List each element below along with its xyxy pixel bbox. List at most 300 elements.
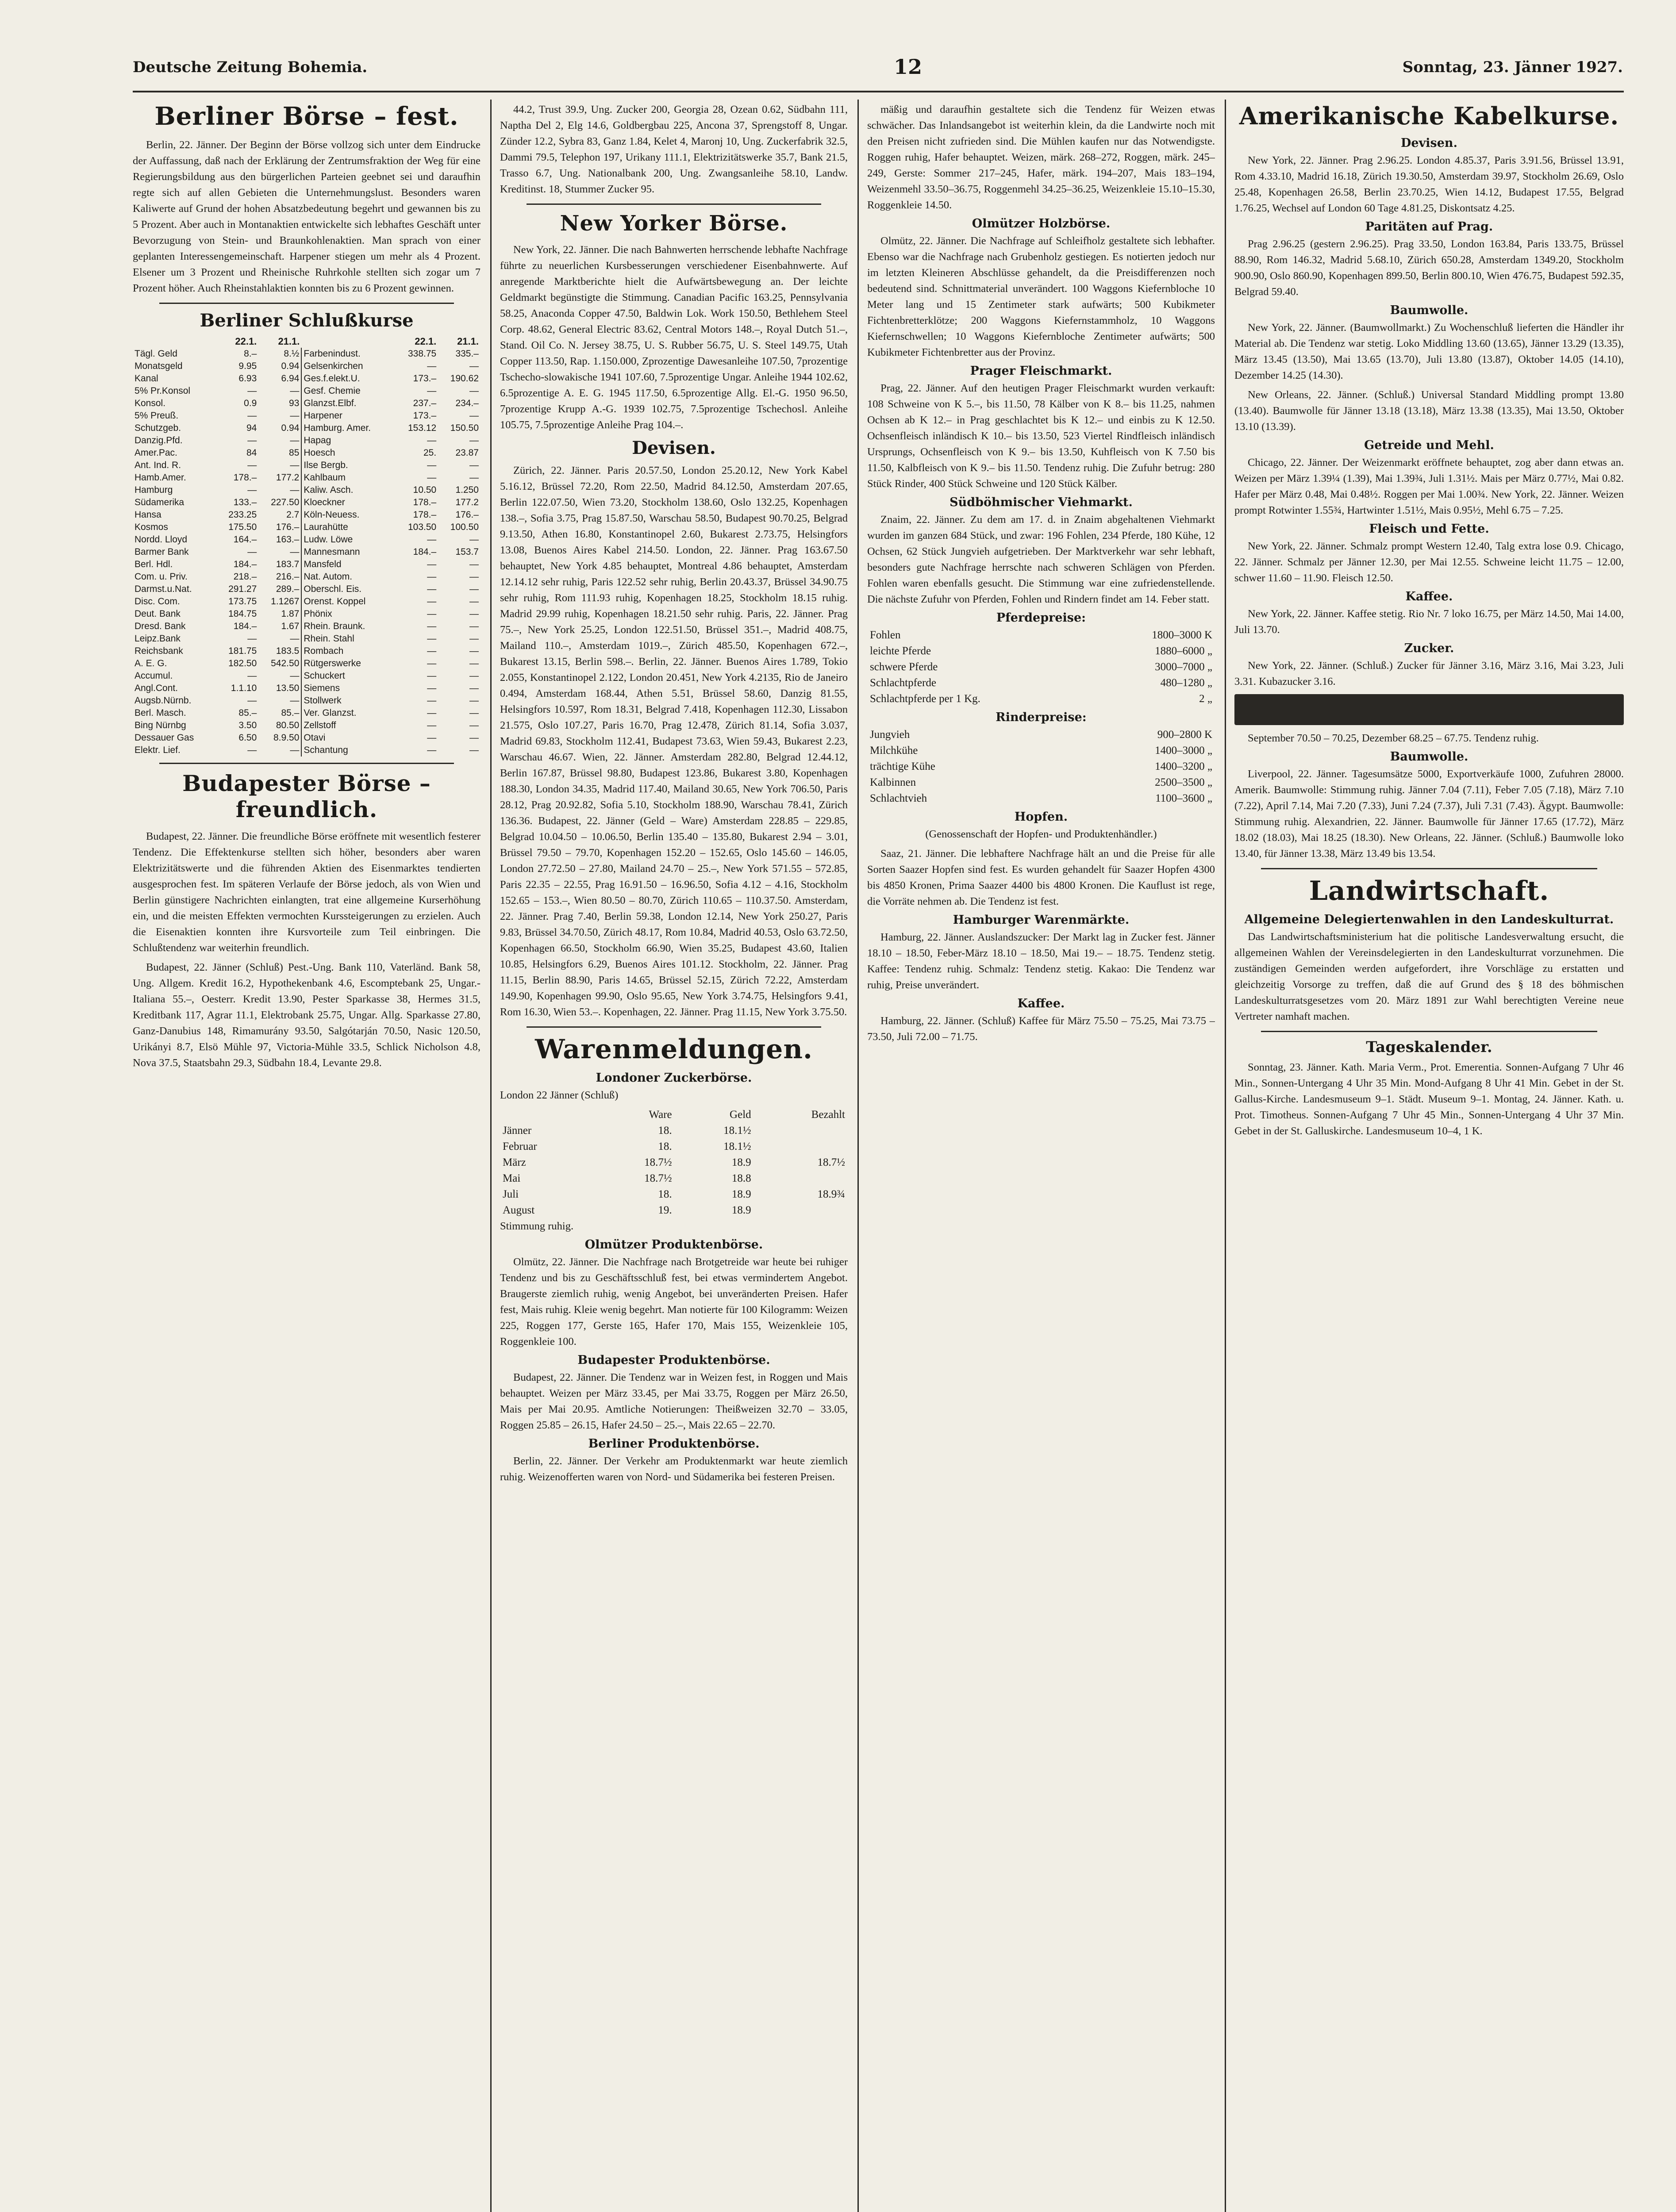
quote-row-cell: 163.– [276, 534, 300, 545]
quote-row-cell: Siemens [301, 682, 396, 695]
holz-text: Olmütz, 22. Jänner. Die Nachfrage auf Schleifholz gestaltete sich lebhafter. Ebenso war die Nachfrage nach Grubenholz gestiegen. Es notierten jedoch nur im letzten Kleineren Abschlüsse gehandelt, da die Preisdifferenzen noch bedeutend sind. Schnittmaterial unverändert. 100 Waggons Kiefernbloche 10 Meter lang und 15 Zentimeter stark aufwärts; 500 Kubikmeter Fichtenbretterklötze; 200 Waggons Kiefernstammholz, 10 Waggons Kiefernschwellen; 10 Waggons Kiefernbloche Zentimeter aufwärts; 500 Kubikmeter Fichtenbretter aus der Provinz. [867, 235, 1215, 358]
quote-row-cell: — [427, 695, 437, 706]
quote-row-cell: 177.2 [276, 472, 300, 483]
quote-row-cell: — [427, 534, 437, 545]
quote-row-cell: Leipz.Bank [135, 634, 181, 644]
quote-row-cell: 9.95 [238, 361, 257, 371]
quote-row-cell: 1.1267 [271, 596, 300, 607]
quote-row [133, 670, 481, 682]
zucker-col: Ware [649, 1109, 672, 1121]
quote-row-cell: Mansfeld [301, 558, 396, 571]
quote-row-cell: — [427, 720, 437, 730]
rinder-row-cell: Jungvieh [870, 729, 910, 741]
quotes-header-row [133, 335, 481, 348]
rinder-row-cell: 1100–3600 „ [1155, 792, 1212, 804]
quote-row-cell: 176.– [276, 522, 300, 532]
paritaeten-title: Paritäten auf Prag. [1365, 220, 1493, 234]
hopfen-subtitle: (Genossenschaft der Hopfen- und Produktenhändler.) [925, 828, 1157, 840]
olmuetz-produkten-text: Olmütz, 22. Jänner. Die Nachfrage nach Brotgetreide war heute bei ruhiger Tendenz und bis zu Geschäftsschluß fest, bei etwas vermindertem Angebot. Braugerste ziemlich ruhig, wenig Angebot, bei unveränderten Preisen. Hafer fest, Mais ruhig. Kleie wenig begehrt. Man notierte für 100 Kilogramm: Weizen 225, Roggen 177, Gerste 165, Hafer 170, Mais 155, Weizenkleie 105, Roggenkleie 100. [500, 1256, 848, 1348]
quote-row-cell: Köln-Neuess. [301, 509, 396, 521]
quote-row-cell: — [427, 559, 437, 569]
landwirtschaft-title: Landwirtschaft. [1309, 876, 1549, 906]
quote-row-cell: Zellstoff [301, 719, 396, 732]
quote-row-cell: — [469, 584, 479, 594]
quote-row [133, 348, 481, 360]
rinder-table [867, 727, 1215, 806]
quote-row-cell: 6.94 [281, 373, 300, 384]
zucker-row-cell: 18.7½ [817, 1156, 845, 1168]
quote-row-cell: Ilse Bergb. [301, 459, 396, 472]
zucker-header-row [500, 1107, 848, 1123]
quote-row-cell: Kaliw. Asch. [301, 484, 396, 496]
quote-row-cell: 85 [289, 448, 300, 458]
quote-row-cell: — [427, 386, 437, 396]
vieh-title: Südböhmischer Viehmarkt. [949, 495, 1133, 509]
quote-row-cell: 291.27 [228, 584, 257, 594]
vieh-text: Znaim, 22. Jänner. Zu dem am 17. d. in Znaim abgehaltenen Viehmarkt wurden im ganzen 684 Stück, und zwar: 196 Fohlen, 234 Pferde, 180 Kühe, 12 Ochsen, 62 Stück Jungvieh aufgetrieben. Der Marktverkehr war sehr lebhaft, besonders gute Nachfrage herrschte nach schweren Schlägen von Pferden. Fohlen waren ebenfalls gesucht. Die Stimmung war eine zufriedenstellende. Die nächste Zufuhr von Pferden, Fohlen und Rindern findet am 14. Feber statt. [867, 514, 1215, 605]
quote-row-cell: — [427, 683, 437, 693]
zucker-col: Bezahlt [811, 1109, 845, 1121]
column-3 [867, 102, 1215, 2212]
quote-row-cell: — [469, 361, 479, 371]
quote-row-cell: Hapag [301, 434, 396, 447]
zucker-row-cell: März [503, 1156, 526, 1168]
quote-row-cell: 6.50 [238, 733, 257, 743]
zucker-intro: London 22 Jänner (Schluß) [500, 1089, 619, 1101]
quote-row-cell: Ant. Ind. R. [135, 460, 181, 470]
divider [527, 204, 821, 205]
quote-row-cell: 338.75 [407, 349, 437, 359]
quote-row-cell: — [427, 460, 437, 470]
quote-row-cell: Oberschl. Eis. [301, 583, 396, 595]
quote-row-cell: — [247, 547, 257, 557]
quote-row-cell: — [247, 460, 257, 470]
kabel-zucker-title: Zucker. [1404, 641, 1454, 655]
pferde-row-cell: Schlachtpferde per 1 Kg. [870, 693, 980, 705]
quote-row-cell: — [427, 658, 437, 668]
berlin-produkten-continued: mäßig und daraufhin gestaltete sich die Tendenz für Weizen etwas schwächer. Das Inlandsangebot ist weiterhin klein, da die Landwirte noch mit den Preisen nicht zufrieden sind. Die Mühlen kaufen nur das Notwendigste. Roggen ruhig, Hafer behauptet. Weizen, märk. 268–272, Roggen, märk. 245–249, Gerste: Sommer 217–245, Hafer, märk. 194–207, Mais 183–194, Weizenmehl 33.50–36.75, Roggenmehl 34.25–36.25, Weizenkleie 15.10–15.30, Roggenkleie 14.50. [867, 104, 1215, 211]
quote-row-cell: — [469, 683, 479, 693]
zucker-row-cell: 18.1½ [723, 1141, 751, 1152]
quote-row-cell: 183.7 [276, 559, 300, 569]
quote-row [133, 534, 481, 546]
berlin-boerse-text: Berlin, 22. Jänner. Der Beginn der Börse vollzog sich unter dem Eindrucke der Auffassung, daß nach der Erklärung der Zentrumsfraktion der Weg für eine Regierungsbildung aus den bürgerlichen Parteien geebnet sei und daraufhin regte sich auf allen Gebieten die Unternehmungslust. Besonders waren Kaliwerte auf Grund der hohen Absatzbedeutung begehrt und gewannen bis zu 5 Prozent. Aber auch in Montanaktien entwickelte sich lebhaftes Geschäft unter Bevorzugung von Stein- und Braunkohlenaktien. Man sprach von einer geplanten Interessengemeinschaft. Harpener stiegen um mehr als 4 Prozent. Elsener um 3 Prozent und Rheinische Ruhrkohle stellten sich zogar um 7 Prozent höher. Auch Rheinstahlaktien konnten bis zu 6 Prozent gewinnen. [133, 139, 481, 294]
quote-row-cell: — [427, 733, 437, 743]
quote-row-cell: 5% Preuß. [135, 411, 179, 421]
quote-row [133, 472, 481, 484]
quote-row-cell: 0.9 [244, 398, 257, 408]
hamburg-text: Hamburg, 22. Jänner. Auslandszucker: Der Markt lag in Zucker fest. Jänner 18.10 – 18.50, Feber-März 18.10 – 18.50, Mai 19.– – 18.75. Tendenz stetig. Kaffee: Tendenz ruhig. Schmalz: Tendenz stetig. Kakao: Die Tendenz war ruhig, Preise unverändert. [867, 931, 1215, 991]
quote-row-cell: Mannesmann [301, 546, 396, 558]
quote-row-cell: 8.½ [284, 349, 300, 359]
quote-row-cell: — [427, 435, 437, 445]
devisen-text: Zürich, 22. Jänner. Paris 20.57.50, London 25.20.12, New York Kabel 5.16.12, Brüssel 72.20, Rom 22.50, Madrid 84.12.50, Amsterdam 207.65, Berlin 122.07.50, Wien 73.20, Stockholm 138.60, Oslo 132.25, Kopenhagen 138.–, Sofia 3.75, Prag 15.87.50, Warschau 58.50, Budapest 90.70.25, Belgrad 9.13.50, Athen 16.80, Konstantinopel 2.60, Bukarest 2.73.75, Helsingfors 13.08, Buenos Aires Kabel 214.50. London, 22. Jänner. Prag 163.67.50 behauptet, New York 4.85 behauptet, Montreal 4.86 behauptet, Amsterdam 12.14.12 sehr ruhig, Paris 122.52 sehr ruhig, Berlin 20.43.37, Brüssel 34.90.75 sehr ruhig, Rom 111.93 ruhig, Kopenhagen 18.25, Stockholm 18.15 ruhig. Madrid 29.99 ruhig, Kopenhagen 18.21.50 sehr ruhig. Paris, 22. Jänner. Prag 75.–, New York 25.25, London 122.51.50, Brüssel 351.–, Madrid 408.75, Mailand 110.–, Amsterdam 1019.–, Zürich 485.50, Kopenhagen 672.–, Bukarest 13.15, Berlin 598.–. Berlin, 22. Jänner. Buenos Aires 1.789, Tokio 2.055, Konstantinopel 2.122, London 20.451, New York 4.2135, Rio de Janeiro 0.494, Amsterdam 168.44, Athen 5.51, Brüssel 58.60, Danzig 81.55, Helsingfors 10.597, Rom 18.31, Belgrad 7.418, Kopenhagen 112.30, Lissabon 21.575, Oslo 107.27, Paris 16.70, Prag 12.478, Zürich 81.14, Sofia 3.037, Madrid 69.83, Stockholm 112.41, Budapest 73.63, Wien 59.43, Bukarest 2.23, Warschau 46.67. Wien, 22. Jänner. Amsterdam 282.80, Belgrad 12.44.12, Berlin 167.87, Brüssel 98.80, Budapest 123.86, Bukarest 3.80, Kopenhagen 188.30, London 34.35, Madrid 117.40, Mailand 30.65, New York 706.50, Paris 28.12, Prag 20.92.82, Sofia 5.10, Stockholm 188.90, Warschau 78.41, Zürich 136.36. Budapest, 22. Jänner (Geld – Ware) Amsterdam 228.85 – 229.85, Belgrad 10.04.50 – 10.06.50, Berlin 135.40 – 135.80, Bukarest 2.94 – 3.01, Brüssel 79.50 – 79.70, Kopenhagen 152.20 – 152.65, Oslo 145.60 – 146.05, London 27.72.50 – 27.80, Mailand 24.70 – 25.–, New York 571.55 – 572.85, Paris 22.35 – 22.55, Prag 16.91.50 – 16.96.50, Sofia 4.12 – 4.16, Stockholm 152.65 – 153.–, Wien 80.50 – 80.70, Zürich 110.65 – 110.37.50. Amsterdam, 22. Jänner. Prag 7.40, Berlin 59.38, London 12.14, New York 250.27, Paris 9.83, Brüssel 34.70.50, Zürich 48.17, Rom 10.84, Madrid 40.53, Oslo 63.72.50, Kopenhagen 66.50, Stockholm 66.90, Wien 35.25, Budapest 43.60, Italien 10.85, Helsingfors 6.29, Buenos Aires 101.12. Stockholm, 22. Jänner. Prag 11.15, Berlin 88.90, Paris 14.65, Brüssel 52.15, Zürich 72.22, Amsterdam 149.90, Kopenhagen 99.90, Oslo 95.65, New York 3.74.75, Helsingfors 9.41, Rom 16.30, Wien 53.–. Kopenhagen, 22. Jänner. Prag 11.15, New York 3.75.50. [500, 465, 848, 1018]
quote-row-cell: Dresd. Bank [135, 621, 186, 631]
rinder-row [867, 759, 1215, 775]
quote-row-cell: — [427, 745, 437, 755]
divider [159, 303, 454, 304]
getreide-title: Getreide und Mehl. [1364, 438, 1494, 452]
quote-row-cell: Kloeckner [301, 496, 396, 509]
quote-row-cell: 23.87 [455, 448, 479, 458]
warenmeldungen-title: Warenmeldungen. [535, 1034, 813, 1065]
quote-row-cell: — [427, 361, 437, 371]
zucker-row-cell [754, 1202, 848, 1218]
masthead-title: Deutsche Zeitung Bohemia. [133, 58, 368, 76]
quote-row [133, 434, 481, 447]
quote-row-cell: Otavi [301, 732, 396, 744]
quote-row-cell: Amer.Pac. [135, 448, 177, 458]
quote-row-cell: Tägl. Geld [135, 349, 177, 359]
quote-row-cell: 234.– [455, 398, 479, 408]
rinder-row [867, 775, 1215, 791]
quote-row-cell: — [290, 411, 300, 421]
quote-row [133, 657, 481, 670]
zucker-row [500, 1123, 848, 1139]
quote-row-cell: Elektr. Lief. [135, 745, 181, 755]
quote-row [133, 682, 481, 695]
quote-row [133, 608, 481, 620]
quote-row-cell: Kahlbaum [301, 472, 396, 484]
zucker-row [500, 1187, 848, 1202]
zucker-row-cell: 18.9 [731, 1156, 751, 1168]
rinder-row-cell: Schlachtvieh [870, 792, 927, 804]
quote-row-cell: — [469, 745, 479, 755]
quote-row-cell: — [427, 671, 437, 681]
zucker-row-cell: 18.1½ [723, 1125, 751, 1137]
rinder-row [867, 743, 1215, 759]
quote-row-cell: 0.94 [281, 423, 300, 433]
zucker-row-cell: 18.9¾ [817, 1188, 845, 1200]
quote-row-cell: Com. u. Priv. [135, 572, 188, 582]
quote-row-cell: 3.50 [238, 720, 257, 730]
quote-row-cell: — [469, 695, 479, 706]
quote-row-cell: Harpener [301, 410, 396, 422]
quote-row-cell: 173.75 [228, 596, 257, 607]
quote-row [133, 583, 481, 595]
quote-row-cell: Disc. Com. [135, 596, 180, 607]
fleisch-title: Prager Fleischmarkt. [970, 364, 1112, 378]
quote-row-cell: 1.87 [281, 609, 300, 619]
zucker-row-cell: 18. [658, 1188, 672, 1200]
quote-row-cell: Stollwerk [301, 695, 396, 707]
quote-row-cell: 181.75 [228, 646, 257, 656]
quote-row-cell: — [427, 572, 437, 582]
kabel-devisen-title: Devisen. [1401, 136, 1457, 150]
quote-row-cell: Laurahütte [301, 521, 396, 534]
rinder-row-cell: 1400–3200 „ [1155, 760, 1212, 772]
quote-row-cell: 182.50 [228, 658, 257, 668]
tageskalender-title: Tageskalender. [1366, 1038, 1492, 1056]
quote-row-cell: 100.50 [450, 522, 479, 532]
quote-row-cell: — [290, 634, 300, 644]
quote-row-cell: — [469, 460, 479, 470]
rinder-row-cell: trächtige Kühe [870, 760, 935, 772]
getreide-text: Chicago, 22. Jänner. Der Weizenmarkt eröffnete behauptet, zog aber dann etwas an. Weizen per März 1.39¼ (1.39), Mai 1.39¾, Juli 1.31½. Mais per März 0.77½, Mai 0.82. Hafer per März 0.48, Mai 0.48½. Roggen per Mai 1.00¾. New York, 22. Jänner. Weizen prompt Rotwinter 1.55¾, Hartwinter 1.51½, Mais 0.95½, Mehl 6.75 – 7.25. [1234, 457, 1624, 516]
quote-row-cell: 177.2 [455, 497, 479, 507]
blacked-out-line [1234, 694, 1624, 725]
budapest-quotes-text: Budapest, 22. Jänner (Schluß) Pest.-Ung. Bank 110, Vaterländ. Bank 58, Ung. Allgem. Kredit 16.2, Hypothekenbank 4.6, Escomptebank 25, Ungar.-Italiana 55.–, Oesterr. Kredit 13.90, Pester Sparkasse 38, Hermes 31.5, Kreditbank 117, Agrar 11.1, Elektrobank 25.75, Ungar. Allg. Sparkasse 27.80, Ganz-Danubius 148, Rimamurány 93.50, Salgótarján 70.50, Nasic 120.50, Urikányi 8.7, Elsö Mühle 97, Victoria-Mühle 33.5, Schlick Nicholson 4.8, Nova 37.5, Staatsbahn 29.3, Südbahn 18.4, Levante 29.8. [133, 961, 481, 1069]
zucker-title: Londoner Zuckerbörse. [596, 1071, 752, 1085]
quote-row-cell: — [469, 472, 479, 483]
column-rule [1225, 100, 1226, 2212]
zucker-row-cell: 18. [658, 1125, 672, 1137]
quote-row-cell: Angl.Cont. [135, 683, 178, 693]
tageskalender-text: Sonntag, 23. Jänner. Kath. Maria Verm., Prot. Emerentia. Sonnen-Aufgang 7 Uhr 46 Min., Sonnen-Untergang 4 Uhr 35 Min. Mond-Aufgang 8 Uhr 41 Min. Gebet in der St. Gallus-Kirche. Landesmuseum 9–1. Städt. Museum 9–1. Montag, 24. Jänner. Kath. u. Prot. Timotheus. Sonnen-Aufgang 7 Uhr 45 Min., Sonnen-Untergang 4 Uhr 37 Min. Gebet in der St. Galluskirche. Landesmuseum 10–4, 1 K. [1234, 1061, 1624, 1137]
quote-row-cell: 25. [423, 448, 437, 458]
berlin-schlusskurse-title: Berliner Schlußkurse [200, 310, 414, 331]
quote-row-cell: — [247, 435, 257, 445]
quote-row [133, 360, 481, 373]
zucker-row-cell: August [503, 1204, 535, 1216]
zucker-row [500, 1202, 848, 1218]
quote-row-cell: Glanzst.Elbf. [301, 397, 396, 410]
rinder-row [867, 791, 1215, 806]
quote-row-cell: Konsol. [135, 398, 166, 408]
quote-row-cell: Hamburg [135, 485, 173, 495]
quote-row-cell: 2.7 [286, 510, 300, 520]
quote-row [133, 546, 481, 558]
quote-row-cell: Kosmos [135, 522, 168, 532]
kabel-zucker-row: September 70.50 – 70.25, Dezember 68.25 – 67.75. Tendenz ruhig. [1248, 732, 1539, 744]
quote-row-cell: 85.– [281, 708, 300, 718]
zucker-row-cell: Februar [503, 1141, 537, 1152]
quote-row [133, 397, 481, 410]
quote-row-cell: 233.25 [228, 510, 257, 520]
quote-row-cell: 8.9.50 [273, 733, 300, 743]
quote-row-cell: 8.– [244, 349, 257, 359]
quote-row [133, 385, 481, 397]
quote-row-cell: Dessauer Gas [135, 733, 194, 743]
zucker-row-cell: 18.9 [731, 1204, 751, 1216]
rinder-row [867, 727, 1215, 743]
zucker-row [500, 1139, 848, 1155]
quote-row [133, 719, 481, 732]
quote-row-cell: — [469, 646, 479, 656]
quote-row-cell: 164.– [233, 534, 257, 545]
quote-row [133, 410, 481, 422]
quote-row-cell: — [469, 634, 479, 644]
quote-row-cell: 216.– [276, 572, 300, 582]
quote-row-cell: Schantung [301, 744, 396, 757]
fleisch-fette-text: New York, 22. Jänner. Schmalz prompt Western 12.40, Talg extra lose 0.9. Chicago, 22. Jänner. Schmalz per Jänner 12.30, per Mai 12.55. Schweine leicht 11.75 – 12.00, schwer 11.60 – 11.90. Fleisch 12.50. [1234, 540, 1624, 584]
pferde-row [867, 643, 1215, 659]
quote-row [133, 521, 481, 534]
kabelkurse-title: Amerikanische Kabelkurse. [1239, 102, 1619, 130]
quote-row-cell: 1.67 [281, 621, 300, 631]
running-header [133, 55, 1623, 85]
baumwolle-title: Baumwolle. [1390, 303, 1468, 317]
pferde-row [867, 627, 1215, 643]
devisen-title: Devisen. [632, 438, 716, 458]
quote-row-cell: 184.– [233, 621, 257, 631]
pferde-row-cell: leichte Pferde [870, 645, 931, 657]
quote-row-cell: 289.– [276, 584, 300, 594]
quote-row-cell: 80.50 [276, 720, 300, 730]
zucker-footer: Stimmung ruhig. [500, 1220, 574, 1232]
baumwolle-text: New York, 22. Jänner. (Baumwollmarkt.) Zu Wochenschluß lieferten die Händler ihr Material ab. Die Tendenz war stetig. Loko Middling 13.60 (13.65), Jänner 13.29 (13.35), März 13.45 (13.50), Mai 13.65 (13.70), Juli 13.80 (13.87), Oktober 14.05 (14.10), Dezember 14.25 (14.30). [1234, 322, 1624, 381]
quote-row [133, 744, 481, 757]
quote-row-cell: 6.93 [238, 373, 257, 384]
quote-row-cell: — [469, 733, 479, 743]
zucker-row-cell: Jänner [503, 1125, 532, 1137]
quote-row-cell: — [427, 621, 437, 631]
quote-row [133, 422, 481, 434]
hopfen-text: Saaz, 21. Jänner. Die lebhaftere Nachfrage hält an und die Preise für alle Sorten Saazer Hopfen sind fest. Es wurden gehandelt für Saazer Hopfen 4300 bis 4850 Kronen, Prima Saazer 4400 bis 4800 Kronen. Die Kauflust ist rege, die Vorräte nehmen ab. Die Tendenz ist fest. [867, 848, 1215, 907]
pferde-row-cell: Fohlen [870, 629, 901, 641]
budapest-continued-text: 44.2, Trust 39.9, Ung. Zucker 200, Georgia 28, Ozean 0.62, Südbahn 111, Naptha Del 2, Elg 14.6, Goldbergbau 225, Ancona 37, Sprengstoff 8, Ungar. Zünder 12.2, Sybra 83, Ganz 1.84, Kelet 4, Maronj 10, Ung. Zuckerfabrik 32.5, Dammi 79.5, Telephon 197, Urikany 111.1, Elektrizitätswerke 35.7, Bank 21.5, Trasso 6.7, Ung. Nationalbank 200, Ung. Zwangsanleihe 58.10, Landw. Kreditinst. 18, Stummer Zucker 95. [500, 104, 848, 195]
quote-row-cell: 5% Pr.Konsol [135, 386, 191, 396]
quote-row-cell: — [469, 658, 479, 668]
quote-row-cell: Hamburg. Amer. [301, 422, 396, 434]
new-york-boerse-title: New Yorker Börse. [560, 211, 788, 236]
zucker-row-cell [754, 1139, 848, 1155]
quote-row-cell: Hoesch [301, 447, 396, 459]
pferde-row-cell: 3000–7000 „ [1155, 661, 1212, 673]
budapest-produkten-title: Budapester Produktenbörse. [577, 1353, 770, 1367]
quote-row-cell: — [469, 386, 479, 396]
quote-row-cell: 184.– [413, 547, 437, 557]
quote-row-cell: 227.50 [271, 497, 300, 507]
pferde-table [867, 627, 1215, 707]
pferde-row-cell: 1800–3000 K [1152, 629, 1212, 641]
pferde-row [867, 659, 1215, 675]
quote-row-cell: — [469, 411, 479, 421]
quote-row-cell: Darmst.u.Nat. [135, 584, 192, 594]
quote-row-cell: — [469, 534, 479, 545]
quote-row-cell: 178.– [413, 497, 437, 507]
berlin-quotes-table [133, 335, 481, 757]
quote-row [133, 732, 481, 744]
quote-row-cell: — [427, 472, 437, 483]
quote-row-cell: Augsb.Nürnb. [135, 695, 192, 706]
quote-row-cell: Gesf. Chemie [301, 385, 396, 397]
baumwolle-2-text: Liverpool, 22. Jänner. Tagesumsätze 5000, Exportverkäufe 1000, Zufuhren 28000. Amerik. Baumwolle: Stimmung ruhig. Jänner 7.04 (7.11), Feber 7.05 (7.18), März 7.10 (7.22), April 7.14, Mai 7.20 (7.33), Juni 7.24 (7.37), Juli 7.31 (7.43). Ägypt. Baumwolle: Stimmung ruhig. Alexandrien, 22. Jänner. Baumwolle für Jänner 17.65 (17.72), März 18.02 (18.03), Mai 18.25 (18.30). New Orleans, 22. Jänner. (Schluß.) Baumwolle loko 13.40, für Jänner 13.38, März 13.49 bis 13.54. [1234, 768, 1624, 860]
zucker-row-cell: 19. [658, 1204, 672, 1216]
quote-row-cell: Orenst. Koppel [301, 595, 396, 608]
quote-row-cell: Rütgerswerke [301, 657, 396, 670]
quote-row-cell: 93 [289, 398, 300, 408]
quote-row [133, 459, 481, 472]
quote-row-cell: Barmer Bank [135, 547, 189, 557]
quote-row [133, 373, 481, 385]
quote-row-cell: Rombach [301, 645, 396, 657]
quotes-col-date: 21.1. [278, 336, 300, 347]
quote-row-cell: 133.– [233, 497, 257, 507]
quote-row-cell: — [290, 386, 300, 396]
quote-row-cell: Accumul. [135, 671, 173, 681]
quote-row-cell: — [427, 708, 437, 718]
quote-row-cell: Danzig.Pfd. [135, 435, 183, 445]
zucker-row [500, 1155, 848, 1171]
quote-row-cell: 13.50 [276, 683, 300, 693]
quote-row-cell: 542.50 [271, 658, 300, 668]
hopfen-title: Hopfen. [1014, 810, 1068, 824]
rinder-row-cell: Kalbinnen [870, 776, 916, 788]
quote-row-cell: 153.12 [407, 423, 437, 433]
zucker-row-cell: Mai [503, 1172, 521, 1184]
zucker-col [500, 1107, 596, 1123]
zucker-row-cell [754, 1171, 848, 1187]
zucker-row-cell: 18.7½ [644, 1156, 672, 1168]
zucker-row-cell: 18.7½ [644, 1172, 672, 1184]
quote-row-cell: — [290, 695, 300, 706]
zucker-table [500, 1107, 848, 1218]
quote-row-cell: Rhein. Braunk. [301, 620, 396, 633]
quote-row-cell: — [290, 435, 300, 445]
fleisch-fette-title: Fleisch und Fette. [1369, 522, 1489, 536]
quote-row-cell: 190.62 [450, 373, 479, 384]
rinder-title: Rinderpreise: [996, 710, 1087, 724]
quote-row [133, 645, 481, 657]
berlin-boerse-title: Berliner Börse – fest. [154, 102, 459, 131]
quote-row-cell: — [247, 671, 257, 681]
quote-row [133, 447, 481, 459]
quote-row [133, 509, 481, 521]
quote-row-cell: 218.– [233, 572, 257, 582]
quote-row-cell: Bing Nürnbg [135, 720, 186, 730]
quote-row-cell: Hamb.Amer. [135, 472, 186, 483]
quote-row-cell: — [469, 572, 479, 582]
hamburg-title: Hamburger Warenmärkte. [953, 913, 1130, 927]
quote-row-cell: — [290, 671, 300, 681]
column-2 [500, 102, 848, 2212]
quote-row-cell: 0.94 [281, 361, 300, 371]
quote-row-cell: 84 [246, 448, 257, 458]
column-rule [857, 100, 859, 2212]
quotes-col-date: 22.1. [415, 336, 437, 347]
pferde-row-cell: 480–1280 „ [1160, 677, 1212, 689]
quote-row-cell: 173.– [413, 411, 437, 421]
quotes-col-date: 22.1. [235, 336, 257, 347]
zucker-row [500, 1171, 848, 1187]
pferde-row-cell: Schlachtpferde [870, 677, 936, 689]
quote-row-cell: — [469, 596, 479, 607]
quote-row-cell: — [427, 609, 437, 619]
pferde-row-cell: schwere Pferde [870, 661, 938, 673]
quote-row-cell: — [290, 485, 300, 495]
divider [1261, 868, 1597, 869]
kaffee-title: Kaffee. [1017, 997, 1065, 1010]
rinder-row-cell: 900–2800 K [1157, 729, 1212, 741]
budapest-produkten-text: Budapest, 22. Jänner. Die Tendenz war in Weizen fest, in Roggen und Mais behauptet. Weizen per März 33.45, per Mai 33.75, Roggen per März 26.50, Mais per Mai 20.95. Amtliche Notierungen: Theißweizen 32.70 – 33.05, Roggen 25.85 – 26.15, Hafer 24.50 – 25.–, Mais 22.65 – 22.70. [500, 1371, 848, 1431]
quote-row-cell: 85.– [238, 708, 257, 718]
column-rule [490, 100, 492, 2212]
pferde-row [867, 691, 1215, 707]
quote-row-cell: — [290, 547, 300, 557]
quote-row-cell: Rhein. Stahl [301, 633, 396, 645]
quote-row-cell: — [469, 708, 479, 718]
quote-row [133, 484, 481, 496]
quote-row [133, 558, 481, 571]
quote-row-cell: — [290, 745, 300, 755]
olmuetz-produkten-title: Olmützer Produktenbörse. [584, 1238, 763, 1252]
quote-row-cell: Gelsenkirchen [301, 360, 396, 373]
pferde-title: Pferdepreise: [996, 611, 1086, 625]
pferde-row [867, 675, 1215, 691]
quote-row-cell: Phönix [301, 608, 396, 620]
zucker-row-cell: 18.9 [731, 1188, 751, 1200]
new-orleans-text: New Orleans, 22. Jänner. (Schluß.) Universal Standard Middling prompt 13.80 (13.40). Baumwolle für Jänner 13.18 (13.18), März 13.38 (13.35), Mai 13.50, Oktober 13.10 (13.39). [1234, 389, 1624, 433]
paritaeten-text: Prag 2.96.25 (gestern 2.96.25). Prag 33.50, London 163.84, Paris 133.75, Brüssel 88.90, Rom 146.32, Madrid 5.68.10, Zürich 650.28, Amsterdam 1349.20, Stockholm 900.90, Oslo 860.90, Kopenhagen 899.50, Berlin 800.10, Wien 476.75, Budapest 592.35, Belgrad 59.40. [1234, 238, 1624, 298]
quote-row-cell: Kanal [135, 373, 158, 384]
kabel-kaffee-text: New York, 22. Jänner. Kaffee stetig. Rio Nr. 7 loko 16.75, per März 14.50, Mai 14.00, Juli 13.70. [1234, 608, 1624, 636]
quote-row-cell: Schuckert [301, 670, 396, 682]
quote-row-cell: — [247, 745, 257, 755]
divider [159, 763, 454, 764]
quote-row-cell: — [427, 646, 437, 656]
quote-row-cell: — [469, 671, 479, 681]
